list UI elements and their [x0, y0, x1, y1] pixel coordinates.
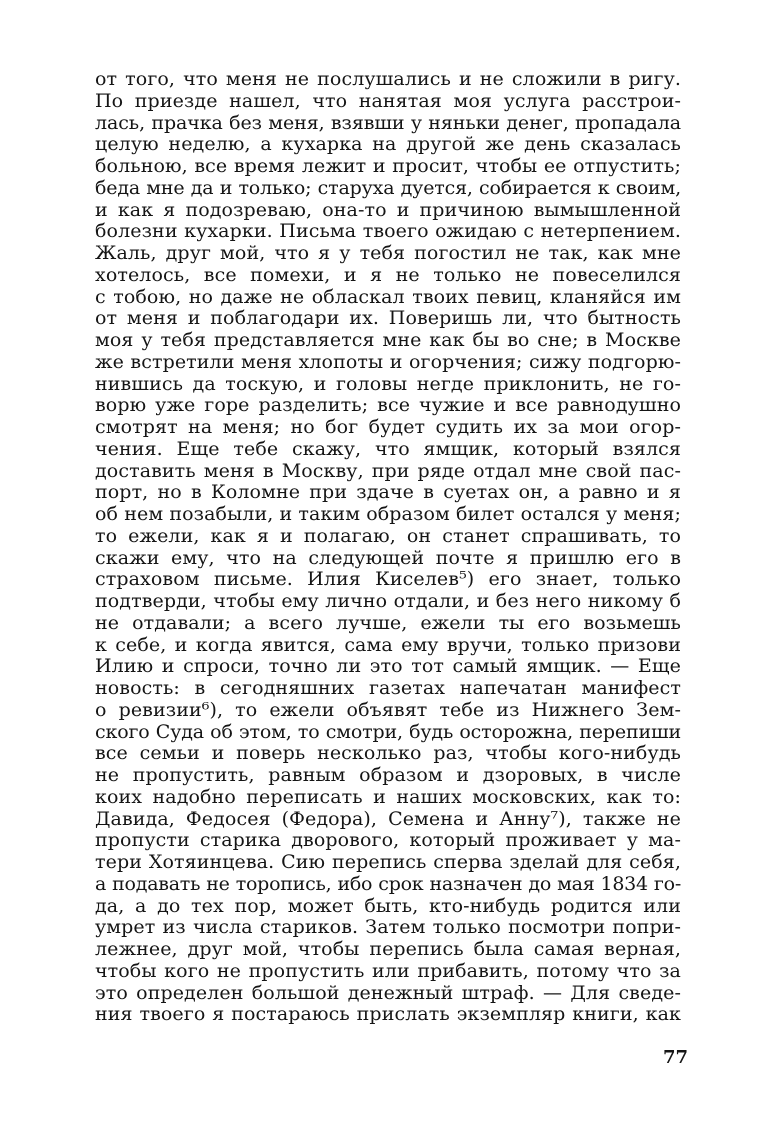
text-line: тери Хотяинцева. Сию перепись сперва зделай для себя, [95, 851, 681, 873]
text-line: скажи ему, что на следующей почте я пришлю его в [95, 546, 681, 569]
text-line: все семьи и поверь несколько раз, чтобы кого-нибудь [95, 742, 681, 765]
text-line: По приезде нашел, что нанятая моя услуга расстрои- [95, 89, 681, 112]
text-line: доставить меня в Москву, при ряде отдал мне свой пас- [95, 459, 681, 482]
text-line: не отдавали; а всего лучше, ежели ты его возьмешь [95, 611, 681, 634]
text-line: ворю уже горе разделить; все чужие и все равнодушно [95, 394, 681, 417]
text-line: моя у тебя представляется мне как бы во сне; в Москве [95, 329, 681, 351]
text-line: ния твоего я постараюсь прислать экземпляр книги, как [95, 1003, 681, 1026]
text-line: новость: в сегодняшних газетах напечатан манифест [95, 677, 681, 699]
text-line: лежнее, друг мой, чтобы перепись была самая верная, [95, 938, 681, 960]
text-line: то ежели, как я и полагаю, он станет спрашивать, то [95, 524, 681, 547]
text-line: беда мне да и только; старуха дуется, собирается к своим, [95, 176, 681, 199]
text-line: об нем позабыли, и таким образом билет остался у меня; [95, 503, 682, 525]
text-line: пропусти старика дворового, который проживает у ма- [95, 829, 681, 852]
text-line: это определен большой денежный штраф. — Для сведе- [95, 981, 681, 1004]
text-line: Илию и спроси, точно ли это тот самый ямщик. — Еще [95, 655, 681, 678]
text-line: о ревизии⁶), то ежели объявят тебе из Нижнего Зем- [95, 698, 681, 721]
text-line: больною, все время лежит и просит, чтобы ее отпустить; [95, 155, 681, 177]
text-line: от того, что меня не послушались и не сложили в ригу. [95, 68, 681, 90]
text-line: и как я подозреваю, она-то и причиною вымышленной [95, 198, 681, 221]
text-line: нившись да тоскую, и головы негде приклонить, не го- [95, 372, 681, 395]
text-line: Давида, Федосея (Федора), Семена и Анну⁷), также не [95, 807, 681, 830]
text-line: не пропустить, равным образом и дзоровых, в числе [95, 764, 681, 786]
text-line: от меня и поблагодари их. Поверишь ли, что бытность [95, 307, 681, 330]
text-line: с тобою, но даже не обласкал твоих певиц, кланяйся им [95, 285, 681, 308]
text-line: а подавать не торопись, ибо срок назначен до мая 1834 го- [95, 872, 681, 895]
text-line: Жаль, друг мой, что я у тебя погостил не так, как мне [95, 242, 681, 264]
text-line: смотрят на меня; но бог будет судить их за мои огор- [95, 416, 681, 438]
text-line: подтверди, чтобы ему лично отдали, и без него никому б [95, 590, 681, 612]
text-line: лась, прачка без меня, взявши у няньки денег, пропадала [95, 111, 681, 134]
text-line: же встретили меня хлопоты и огорчения; сижу подгорю- [95, 350, 681, 373]
text-line: коих надобно переписать и наших московских, как то: [95, 785, 681, 808]
text-line: порт, но в Коломне при здаче в суетах он, а равно и я [95, 481, 681, 504]
page-number: 77 [662, 1047, 688, 1068]
text-line: к себе, и когда явится, сама ему вручи, только призови [95, 633, 681, 656]
body-text [95, 69, 681, 1026]
text-line: целую неделю, а кухарка на другой же день сказалась [95, 133, 681, 156]
text-line: страховом письме. Илия Киселев⁵) его знает, только [95, 568, 681, 591]
text-line: болезни кухарки. Письма твоего ожидаю с нетерпением. [95, 220, 681, 243]
text-line: ского Суда об этом, то смотри, будь осторожна, перепиши [95, 720, 681, 743]
text-line: да, а до тех пор, может быть, кто-нибудь родится или [95, 894, 681, 917]
text-line: умрет из числа стариков. Затем только посмотри попри- [95, 916, 681, 939]
text-line: хотелось, все помехи, и я не только не повеселился [95, 263, 681, 286]
text-line: чения. Еще тебе скажу, что ямщик, который взялся [95, 437, 681, 460]
text-line: чтобы кого не пропустить или прибавить, потому что за [95, 959, 681, 982]
